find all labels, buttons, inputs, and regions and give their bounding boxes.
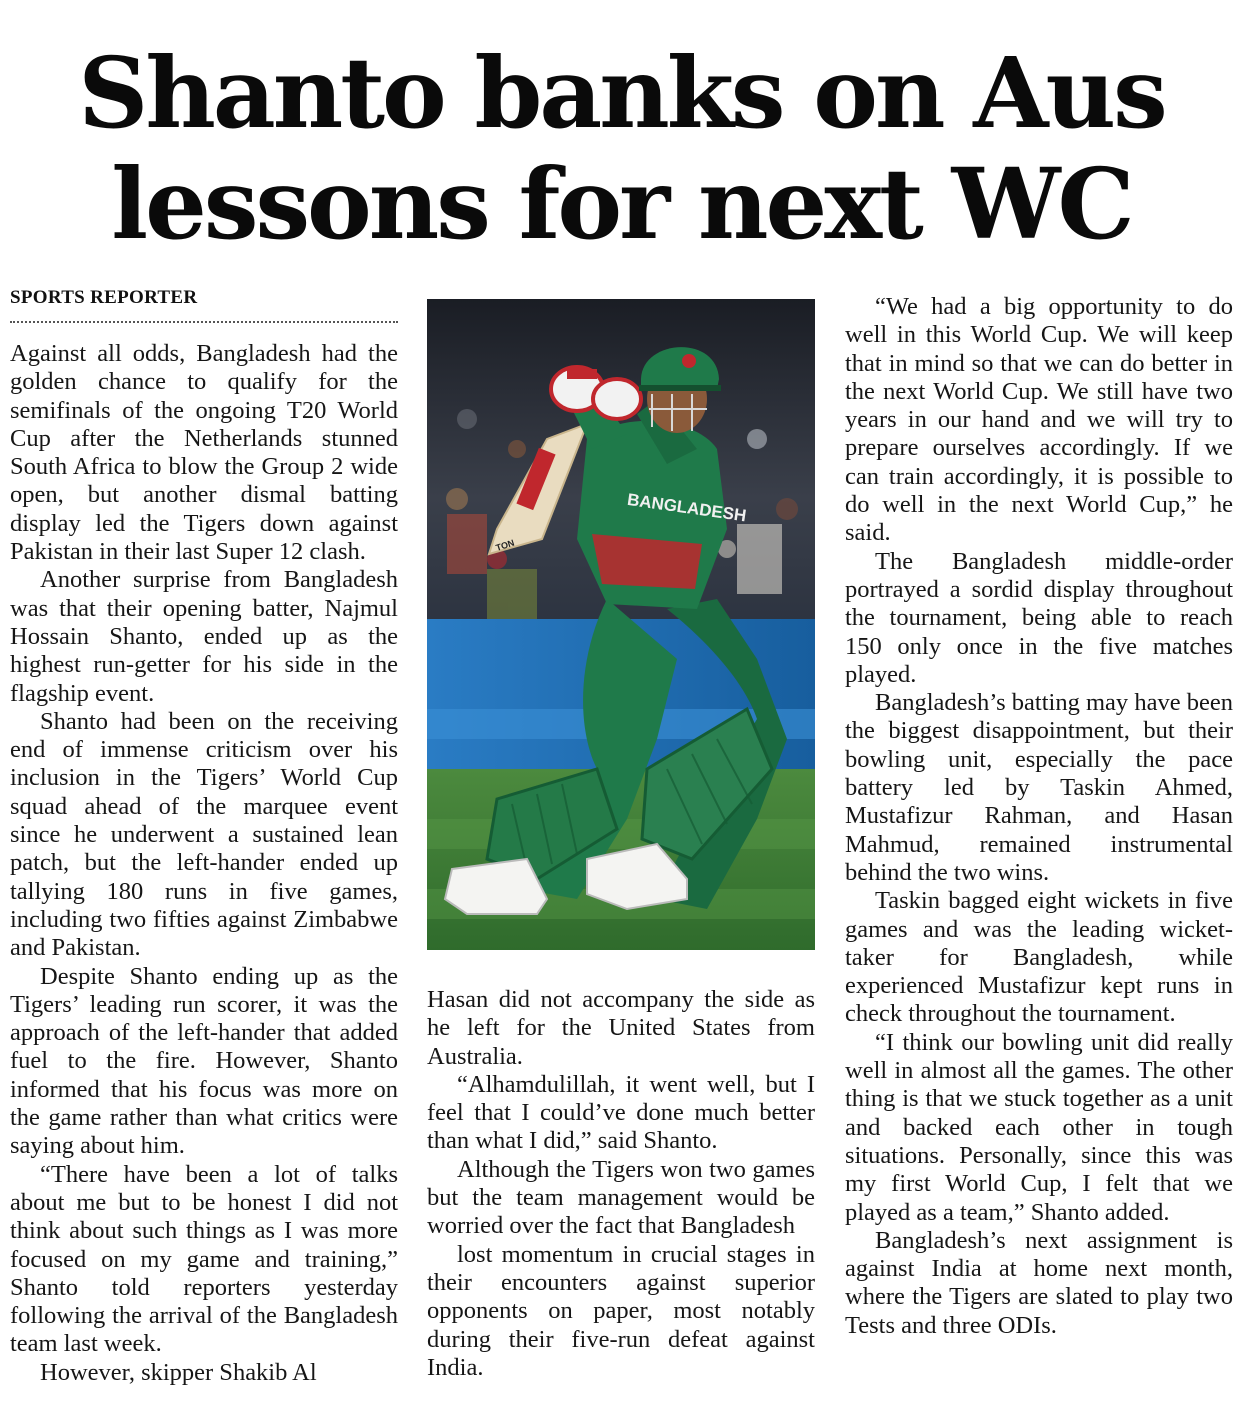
- article-column-3: [845, 293, 1233, 1340]
- cricket-batter-photo: [427, 299, 815, 950]
- article-column-2: [427, 986, 815, 1382]
- paragraph: Bangladesh’s batting may have been the biggest disappointment, but their bowling unit, especially the pace battery led by Taskin Ahmed, Mustafizur Rahman, and Hasan Mahmud, remained instrumental behind the two wins.: [845, 689, 1233, 886]
- paragraph: Bangladesh’s next assignment is against India at home next month, where the Tigers are slated to play two Tests and three ODIs.: [845, 1226, 1233, 1339]
- paragraph: “I think our bowling unit did really well in almost all the games. The other thing is that we stuck together as a unit and backed each other in tough situations. Personally, since this was my first World Cup, I felt that we played as a team,” Shanto added.: [845, 1028, 1233, 1226]
- byline-divider: [10, 321, 398, 323]
- paragraph: “There have been a lot of talks about me but to be honest I did not think about such things as I was more focused on my game and training,” Shanto told reporters yesterday following the arrival of the Bangladesh team last week.: [10, 1160, 398, 1358]
- paragraph: Hasan did not accompany the side as he left for the United States from Australia.: [427, 986, 815, 1070]
- headline-line-1: Shanto banks on Aus: [78, 36, 1165, 150]
- paragraph: Shanto had been on the receiving end of immense criticism over his inclusion in the Tigers’ World Cup squad ahead of the marquee event since he underwent a sustained lean patch, but the left-hander ended up tallying 180 runs in five games, including two fifties against Zimbabwe and Pakistan.: [10, 707, 398, 962]
- jersey-text: BANGLADESH: [626, 489, 748, 526]
- paragraph: Although the Tigers won two games but the team management would be worried over the fact that Bangladesh: [427, 1155, 815, 1240]
- paragraph: Against all odds, Bangladesh had the golden chance to qualify for the semifinals of the ongoing T20 World Cup after the Netherlands stunned South Africa to blow the Group 2 wide open, but another dismal batting display led the Tigers down against Pakistan in their last Super 12 clash.: [10, 340, 398, 566]
- paragraph: Another surprise from Bangladesh was that their opening batter, Najmul Hossain Shanto, ended up as the highest run-getter for his side in the flagship event.: [10, 566, 398, 707]
- cricket-shoe: [445, 859, 547, 914]
- paragraph: “Alhamdulillah, it went well, but I feel that I could’ve done much better than what I did,” said Shanto.: [427, 1070, 815, 1155]
- paragraph: Taskin bagged eight wickets in five games and was the leading wicket-taker for Bangladesh, while experienced Mustafizur kept runs in check throughout the tournament.: [845, 887, 1233, 1028]
- paragraph: lost momentum in crucial stages in their encounters against superior opponents on paper, most notably during their five-run defeat against India.: [427, 1240, 815, 1381]
- article-column-1: [10, 340, 398, 1387]
- headline-line-2: lessons for next WC: [111, 147, 1132, 261]
- paragraph: “We had a big opportunity to do well in this World Cup. We will keep that in mind so that we can do better in the next World Cup. We still have two years in our hand and we will try to prepare ourselves accordingly. If we can train accordingly, it is possible to do well in the next World Cup,” he said.: [845, 293, 1233, 547]
- paragraph: The Bangladesh middle-order portrayed a sordid display throughout the tournament, being able to reach 150 only once in the five matches played.: [845, 547, 1233, 688]
- headline: [0, 38, 1243, 260]
- paragraph: Despite Shanto ending up as the Tigers’ leading run scorer, it was the approach of the left-hander that added fuel to the fire. However, Shanto informed that his focus was more on the game rather than what critics were saying about him.: [10, 962, 398, 1160]
- byline: SPORTS REPORTER: [10, 287, 198, 308]
- paragraph: However, skipper Shakib Al: [40, 1358, 317, 1386]
- bat-brand: TON: [494, 537, 516, 553]
